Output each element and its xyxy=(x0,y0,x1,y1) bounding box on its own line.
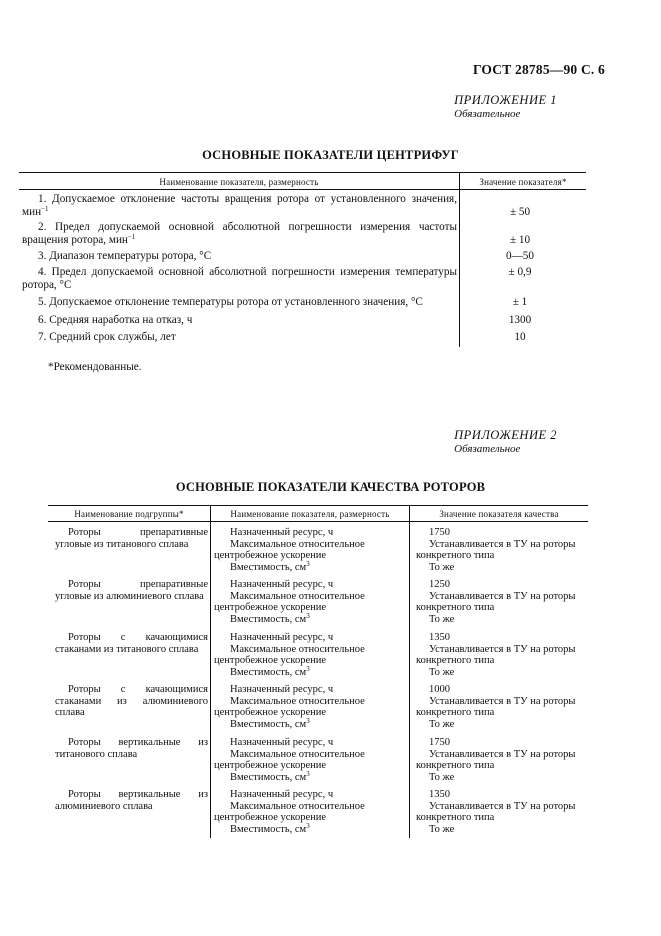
value-resource: 1750 xyxy=(429,737,450,748)
unit-exponent: 3 xyxy=(306,821,310,830)
table-2-col-header-parameter: Наименование показателя, размерность xyxy=(230,509,390,519)
unit-exponent: 3 xyxy=(306,559,310,568)
param-resource: Назначенный ресурс, ч xyxy=(230,527,334,538)
value-acceleration: Устанавливается в ТУ на роторы конкретного типа xyxy=(416,748,576,772)
value-acceleration: Устанавливается в ТУ на роторы конкретного типа xyxy=(416,800,576,824)
value-resource: 1250 xyxy=(429,579,450,590)
unit-exponent: 3 xyxy=(306,611,310,620)
table-1-row-name xyxy=(22,250,457,263)
rotor-parameters xyxy=(214,789,406,835)
table-1-col-header-value: Значение показателя* xyxy=(479,177,567,187)
rotor-parameters xyxy=(214,684,406,730)
table-1-row-name xyxy=(22,221,457,247)
table-2-col-header-value: Значение показателя качества xyxy=(439,509,559,519)
row-name-text: 6. Средняя наработка на отказ, ч xyxy=(38,314,193,326)
table-2-header-rule xyxy=(48,521,588,522)
rotor-values xyxy=(416,632,586,678)
rotor-parameters xyxy=(214,737,406,783)
appendix-2-title: ПРИЛОЖЕНИЕ 2 xyxy=(454,428,557,442)
table-2-column-divider-2 xyxy=(409,505,410,838)
table-1-row-value: ± 0,9 xyxy=(508,266,532,278)
value-resource: 1000 xyxy=(429,684,450,695)
rotor-values xyxy=(416,789,586,835)
rotor-values xyxy=(416,684,586,730)
row-name-text: 4. Предел допускаемой основной абсолютной погрешности измерения температуры ротора, °С xyxy=(22,266,457,291)
value-acceleration: Устанавливается в ТУ на роторы конкретного типа xyxy=(416,643,576,667)
rotor-group-name: Роторы вертикальные из титанового сплава xyxy=(55,737,208,760)
appendix-1-title: ПРИЛОЖЕНИЕ 1 xyxy=(454,93,557,107)
param-capacity xyxy=(214,769,406,784)
rotor-values xyxy=(416,527,586,573)
value-resource: 1750 xyxy=(429,527,450,538)
table-2-top-rule xyxy=(48,505,588,506)
rotor-group-name: Роторы с качающимися стаканами из алюминиевого сплава xyxy=(55,684,208,719)
param-resource: Назначенный ресурс, ч xyxy=(230,737,334,748)
value-acceleration: Устанавливается в ТУ на роторы конкретного типа xyxy=(416,590,576,614)
table-1-row-name xyxy=(22,331,457,344)
rotor-group-name: Роторы вертикальные из алюминиевого сплава xyxy=(55,789,208,812)
value-capacity: То же xyxy=(429,771,455,783)
value-acceleration: Устанавливается в ТУ на роторы конкретного типа xyxy=(416,538,576,562)
param-resource: Назначенный ресурс, ч xyxy=(230,632,334,643)
table-2-col-header-group: Наименование подгруппы* xyxy=(74,509,184,519)
row-name-text: 3. Диапазон температуры ротора, °С xyxy=(38,250,212,262)
appendix-2-label xyxy=(454,428,557,455)
value-resource: 1350 xyxy=(429,632,450,643)
param-acceleration: Максимальное относительное центробежное ускорение xyxy=(214,590,365,614)
param-capacity-text: Вместимость, см xyxy=(230,613,307,625)
rotor-group-name: Роторы препаративные угловые из титанового сплава xyxy=(55,527,208,550)
param-acceleration: Максимальное относительное центробежное ускорение xyxy=(214,800,365,824)
appendix-2-subtitle: Обязательное xyxy=(454,443,521,455)
table-1-footnote: *Рекомендованные. xyxy=(48,361,142,373)
table-1-row-name xyxy=(22,266,457,292)
unit-exponent: −1 xyxy=(41,205,49,213)
unit-exponent: −1 xyxy=(127,233,136,241)
rotor-values xyxy=(416,737,586,783)
table-1-header-rule xyxy=(19,189,586,190)
param-capacity-text: Вместимость, см xyxy=(230,718,307,730)
appendix-1-label xyxy=(454,93,557,120)
table-1-title: ОСНОВНЫЕ ПОКАЗАТЕЛИ ЦЕНТРИФУГ xyxy=(202,148,459,162)
value-resource: 1350 xyxy=(429,789,450,800)
table-1-row-value: 10 xyxy=(514,331,526,343)
param-acceleration: Максимальное относительное центробежное ускорение xyxy=(214,643,365,667)
param-capacity xyxy=(214,664,406,679)
table-1-row-name xyxy=(22,296,457,309)
table-1-col-header-name: Наименование показателя, размерность xyxy=(159,177,319,187)
value-capacity: То же xyxy=(429,613,455,625)
table-1-row-name xyxy=(22,193,457,219)
table-1-row-value: 0—50 xyxy=(506,250,534,262)
unit-exponent: 3 xyxy=(306,664,310,673)
param-capacity-text: Вместимость, см xyxy=(230,561,307,573)
value-acceleration: Устанавливается в ТУ на роторы конкретного типа xyxy=(416,695,576,719)
table-2-title: ОСНОВНЫЕ ПОКАЗАТЕЛИ КАЧЕСТВА РОТОРОВ xyxy=(175,480,486,494)
param-resource: Назначенный ресурс, ч xyxy=(230,684,334,695)
param-capacity xyxy=(214,821,406,836)
table-1-row-value: ± 50 xyxy=(509,206,531,218)
rotor-values xyxy=(416,579,586,625)
row-name-text: 5. Допускаемое отклонение температуры ротора от установленного значения, °С xyxy=(38,296,423,308)
rotor-group-name: Роторы с качающимися стаканами из титанового сплава xyxy=(55,632,208,655)
param-acceleration: Максимальное относительное центробежное ускорение xyxy=(214,538,365,562)
rotor-parameters xyxy=(214,632,406,678)
table-1-row-value: 1300 xyxy=(508,314,532,326)
rotor-group-name: Роторы препаративные угловые из алюминиевого сплава xyxy=(55,579,208,602)
param-resource: Назначенный ресурс, ч xyxy=(230,789,334,800)
table-1-row-value: ± 1 xyxy=(512,296,528,308)
param-capacity-text: Вместимость, см xyxy=(230,666,307,678)
table-1-row-name xyxy=(22,314,457,327)
document-reference: ГОСТ 28785—90 С. 6 xyxy=(472,62,605,77)
value-capacity: То же xyxy=(429,666,455,678)
table-1-row-value: ± 10 xyxy=(509,234,531,246)
param-capacity xyxy=(214,559,406,574)
table-1-top-rule xyxy=(19,172,586,173)
rotor-parameters xyxy=(214,527,406,573)
row-name-text: 7. Средний срок службы, лет xyxy=(38,331,176,343)
unit-exponent: 3 xyxy=(306,716,310,725)
param-acceleration: Максимальное относительное центробежное ускорение xyxy=(214,748,365,772)
row-name-text: 2. Предел допускаемой основной абсолютной погрешности измерения частоты вращения ротора, мин xyxy=(22,221,457,246)
rotor-parameters xyxy=(214,579,406,625)
param-capacity xyxy=(214,716,406,731)
appendix-1-subtitle: Обязательное xyxy=(454,108,521,120)
unit-exponent: 3 xyxy=(306,769,310,778)
row-name-text: 1. Допускаемое отклонение частоты вращения ротора от установленного значения, мин xyxy=(22,193,457,218)
param-acceleration: Максимальное относительное центробежное ускорение xyxy=(214,695,365,719)
table-2-column-divider-1 xyxy=(210,505,211,838)
param-capacity-text: Вместимость, см xyxy=(230,823,307,835)
value-capacity: То же xyxy=(429,823,455,835)
param-resource: Назначенный ресурс, ч xyxy=(230,579,334,590)
value-capacity: То же xyxy=(429,561,455,573)
param-capacity-text: Вместимость, см xyxy=(230,771,307,783)
param-capacity xyxy=(214,611,406,626)
value-capacity: То же xyxy=(429,718,455,730)
